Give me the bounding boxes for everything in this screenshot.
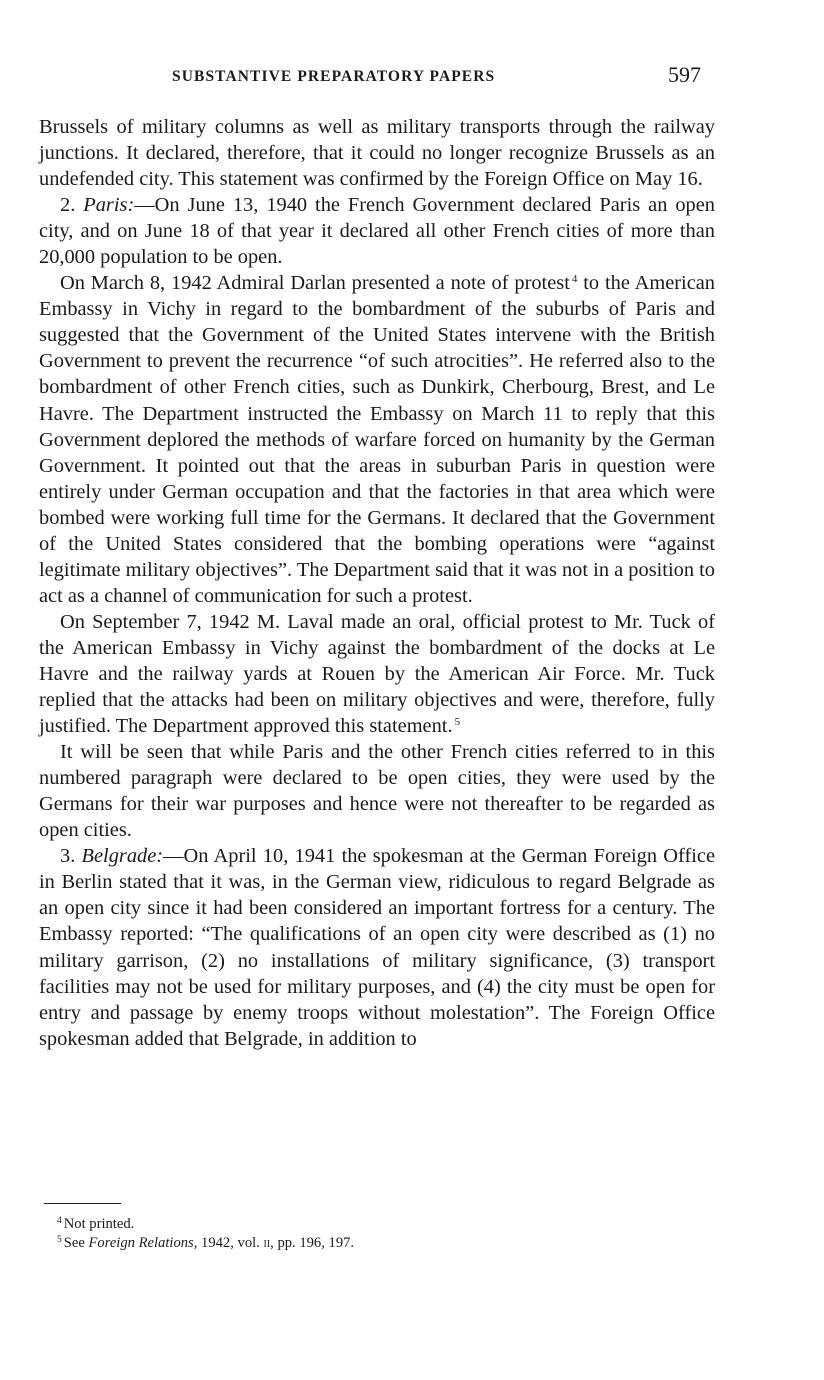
footnotes [57,1215,697,1252]
page-number: 597 [668,62,701,87]
footnote-volume: ii [263,1234,271,1251]
paragraph-text: On September 7, 1942 M. Laval made an oral, official protest to Mr. Tuck of the American Embassy in Vichy against the bombardment of the docks at Le Havre and the railway yards at Rouen by the American Air Force. Mr. Tuck replied that the attacks had been on military objectives and were, therefore, fully justified. The Department approved this statement. [39,610,715,738]
paragraph-paris [39,192,715,270]
paragraph-belgrade [39,843,715,1051]
footnote-text: , pp. 196, 197. [270,1234,355,1251]
footnote-publication-title: Foreign Relations [88,1234,194,1251]
paragraph-text: —On April 10, 1941 the spokesman at the German Foreign Office in Berlin stated that it was, in the German view, ridiculous to regard Belgrade as an open city since it had been considered an important fortress for a century. The Embassy reported: “The qualifications of an open city were described as (1) no military garrison, (2) no installations of military significance, (3) transport facilities may not be used for military purposes, and (4) the city must be open for entry and passage by enemy troops without molestation”. The Foreign Office spokesman added that Belgrade, in addition to [39,845,716,1050]
paragraph-text: It will be seen that while Paris and the other French cities referred to in this numbered paragraph were declared to be open cities, they were used by the Germans for their war purposes and hence were not thereafter to be regarded as open cities. [39,741,715,842]
paragraph-number: 2. [60,194,84,217]
footnote-5 [57,1234,697,1253]
paragraph-text: —On June 13, 1940 the French Government declared Paris an open city, and on June 18 of that year it declared all other French cities of more than 20,000 population to be open. [39,194,716,269]
footnote-divider [44,1203,121,1204]
paragraph-number: 3. [60,845,82,868]
footnote-text: See [63,1234,89,1251]
paragraph-open-cities-summary [39,739,715,843]
paragraph-text: Brussels of military columns as well as military transports through the railway junctions. It declared, therefore, that it could no longer recognize Brussels as an undefended city. This statement was confirmed by the Foreign Office on May 16. [39,116,715,191]
paragraph-text: to the American Embassy in Vichy in regard to the bombardment of the suburbs of Paris and suggested that the Government of the United States intervene with the British Government to prevent the recurrence “of such atrocities”. He referred also to the bombardment of other French cities, such as Dunkirk, Cherbourg, Brest, and Le Havre. The Department instructed the Embassy on March 11 to reply that this Government deplored the methods of warfare forced on humanity by the German Government. It pointed out that the areas in suburban Paris in question were entirely under German occupation and that the factories in that area which were bombed were working full time for the Germans. It declared that the Government of the United States considered that the bombing operations were “against legitimate military objectives”. The Department said that it was not in a position to act as a channel of communication for such a protest. [39,272,716,607]
paragraph-darlan-protest [39,270,715,609]
section-label-paris: Paris: [83,194,135,217]
footnote-reference: 4 [571,273,578,286]
body-text [39,114,715,1052]
section-label-belgrade: Belgrade: [81,845,164,868]
footnote-4 [57,1215,697,1234]
running-title: SUBSTANTIVE PREPARATORY PAPERS [172,68,496,85]
footnote-number: 4 [57,1216,62,1226]
paragraph-brussels-continued [39,114,715,192]
footnote-reference: 5 [454,716,461,729]
footnote-number: 5 [57,1234,62,1245]
running-head [0,62,824,92]
footnote-text: , 1942, vol. [193,1234,264,1251]
paragraph-laval-protest [39,609,715,739]
footnote-text: Not printed. [63,1216,135,1232]
paragraph-text: On March 8, 1942 Admiral Darlan presented a note of protest [60,272,570,295]
